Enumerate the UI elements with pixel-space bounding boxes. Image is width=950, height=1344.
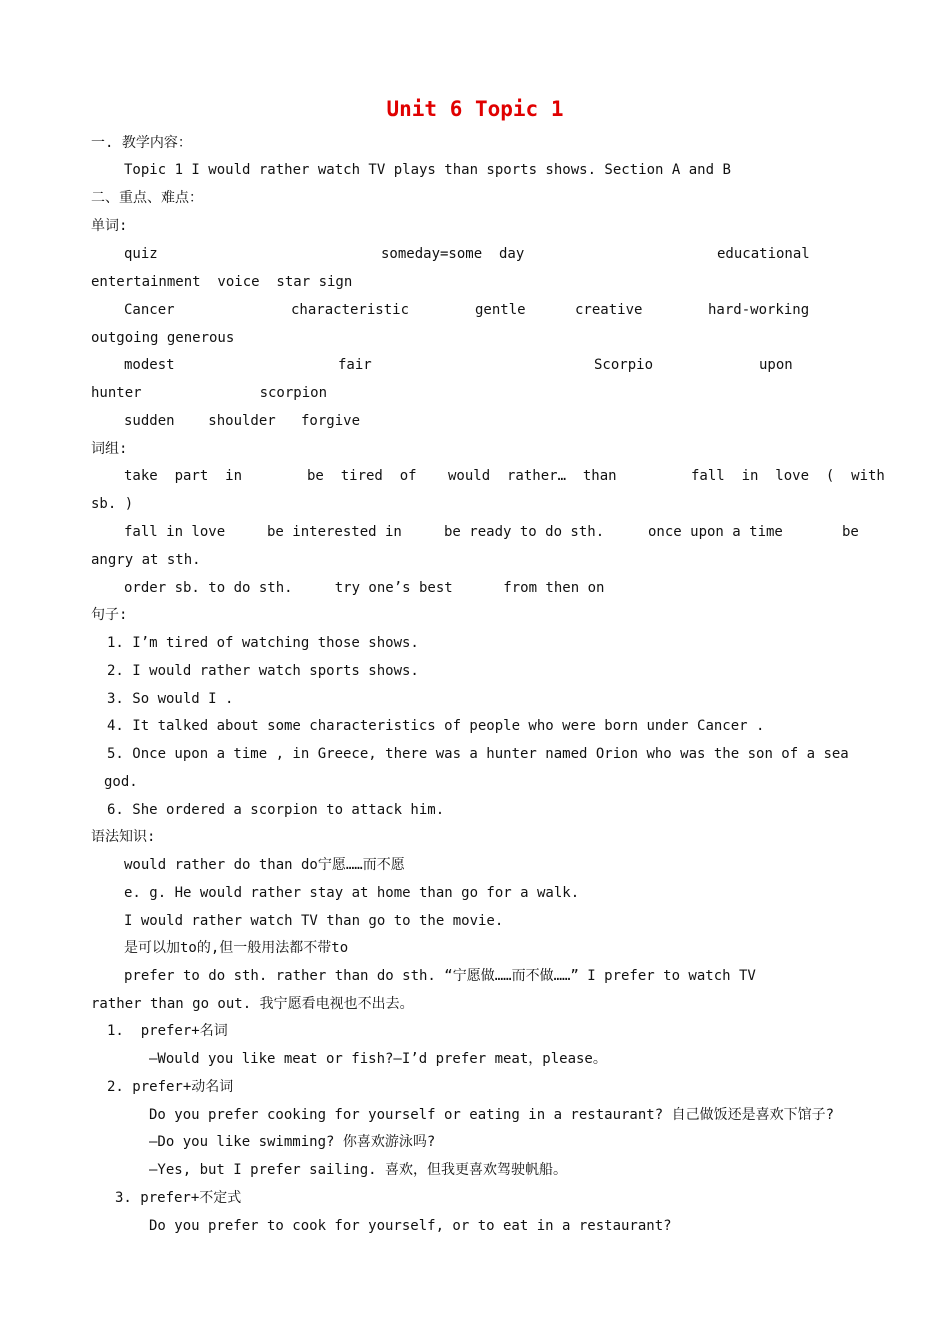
grammar-subheading: 2. prefer+动名词: [107, 1079, 234, 1095]
phrase-item: be tired of: [307, 468, 417, 484]
grammar-subheading: 1. prefer+名词: [107, 1023, 228, 1039]
grammar-line: would rather do than do宁愿……而不愿: [124, 857, 405, 873]
grammar-example: —Would you like meat or fish?—I’d prefer meat，please。: [149, 1051, 607, 1067]
grammar-label: 语法知识:: [91, 829, 156, 845]
phrase-item: would rather… than: [448, 468, 617, 484]
vocab-word: someday=some day: [381, 246, 525, 262]
sentence-item: 1. I’m tired of watching those shows.: [107, 635, 419, 651]
vocab-line: sudden shoulder forgive: [124, 413, 361, 429]
sentence-item: 4. It talked about some characteristics of people who were born under Cancer .: [107, 718, 765, 734]
vocab-line: hunter scorpion: [91, 385, 328, 401]
grammar-example: Do you prefer cooking for yourself or eating in a restaurant? 自己做饭还是喜欢下馆子?: [149, 1107, 835, 1123]
grammar-line: I would rather watch TV than go to the movie.: [124, 913, 504, 929]
phrase-item: be interested in: [267, 524, 402, 540]
sentence-item: 3. So would I .: [107, 691, 234, 707]
phrase-item: fall in love ( with: [691, 468, 885, 484]
vocab-word: educational: [717, 246, 810, 262]
grammar-subheading: 3. prefer+不定式: [115, 1190, 242, 1206]
sentence-item: 5. Once upon a time , in Greece, there was a hunter named Orion who was the son of a sea: [107, 746, 849, 762]
vocab-word: creative: [575, 302, 643, 318]
vocab-word: hard-working: [708, 302, 810, 318]
phrases-label: 词组:: [91, 441, 128, 457]
grammar-line: e. g. He would rather stay at home than go for a walk.: [124, 885, 580, 901]
phrase-line: order sb. to do sth. try one’s best from then on: [124, 580, 605, 596]
vocab-word: characteristic: [291, 302, 410, 318]
vocab-word: gentle: [475, 302, 526, 318]
phrase-item: once upon a time: [648, 524, 783, 540]
content-text: Topic 1 I would rather watch TV plays than sports shows. Section A and B: [124, 162, 731, 178]
section-heading-content: 一. 教学内容：: [91, 135, 192, 151]
sentences-label: 句子:: [91, 607, 128, 623]
phrase-line: angry at sth.: [91, 552, 201, 568]
document-title: Unit 6 Topic 1: [386, 97, 564, 121]
sentence-item: 2. I would rather watch sports shows.: [107, 663, 419, 679]
grammar-example: Do you prefer to cook for yourself, or to eat in a restaurant?: [149, 1218, 672, 1234]
vocab-line: outgoing generous: [91, 330, 235, 346]
grammar-line: rather than go out. 我宁愿看电视也不出去。: [91, 996, 414, 1012]
vocab-word: Scorpio: [594, 357, 654, 373]
vocab-word: quiz: [124, 246, 158, 262]
vocab-word: modest: [124, 357, 175, 373]
grammar-line: prefer to do sth. rather than do sth. “宁愿做……而不做……” I prefer to watch TV: [124, 968, 756, 984]
grammar-line: 是可以加to的,但一般用法都不带to: [124, 940, 349, 956]
phrase-item: be: [842, 524, 859, 540]
vocab-line: entertainment voice star sign: [91, 274, 353, 290]
sentence-item: 6. She ordered a scorpion to attack him.: [107, 802, 445, 818]
grammar-example: —Do you like swimming? 你喜欢游泳吗?: [149, 1134, 436, 1150]
vocab-word: fair: [338, 357, 372, 373]
phrase-item: be ready to do sth.: [444, 524, 605, 540]
phrase-line: sb. ): [91, 496, 134, 512]
vocab-label: 单词:: [91, 218, 128, 234]
phrase-item: take part in: [124, 468, 243, 484]
vocab-word: Cancer: [124, 302, 175, 318]
grammar-example: —Yes, but I prefer sailing. 喜欢，但我更喜欢驾驶帆船。: [149, 1162, 568, 1178]
sentence-continuation: god.: [104, 774, 138, 790]
section-heading-keypoints: 二、重点、难点：: [91, 190, 203, 206]
phrase-item: fall in love: [124, 524, 226, 540]
vocab-word: upon: [759, 357, 793, 373]
